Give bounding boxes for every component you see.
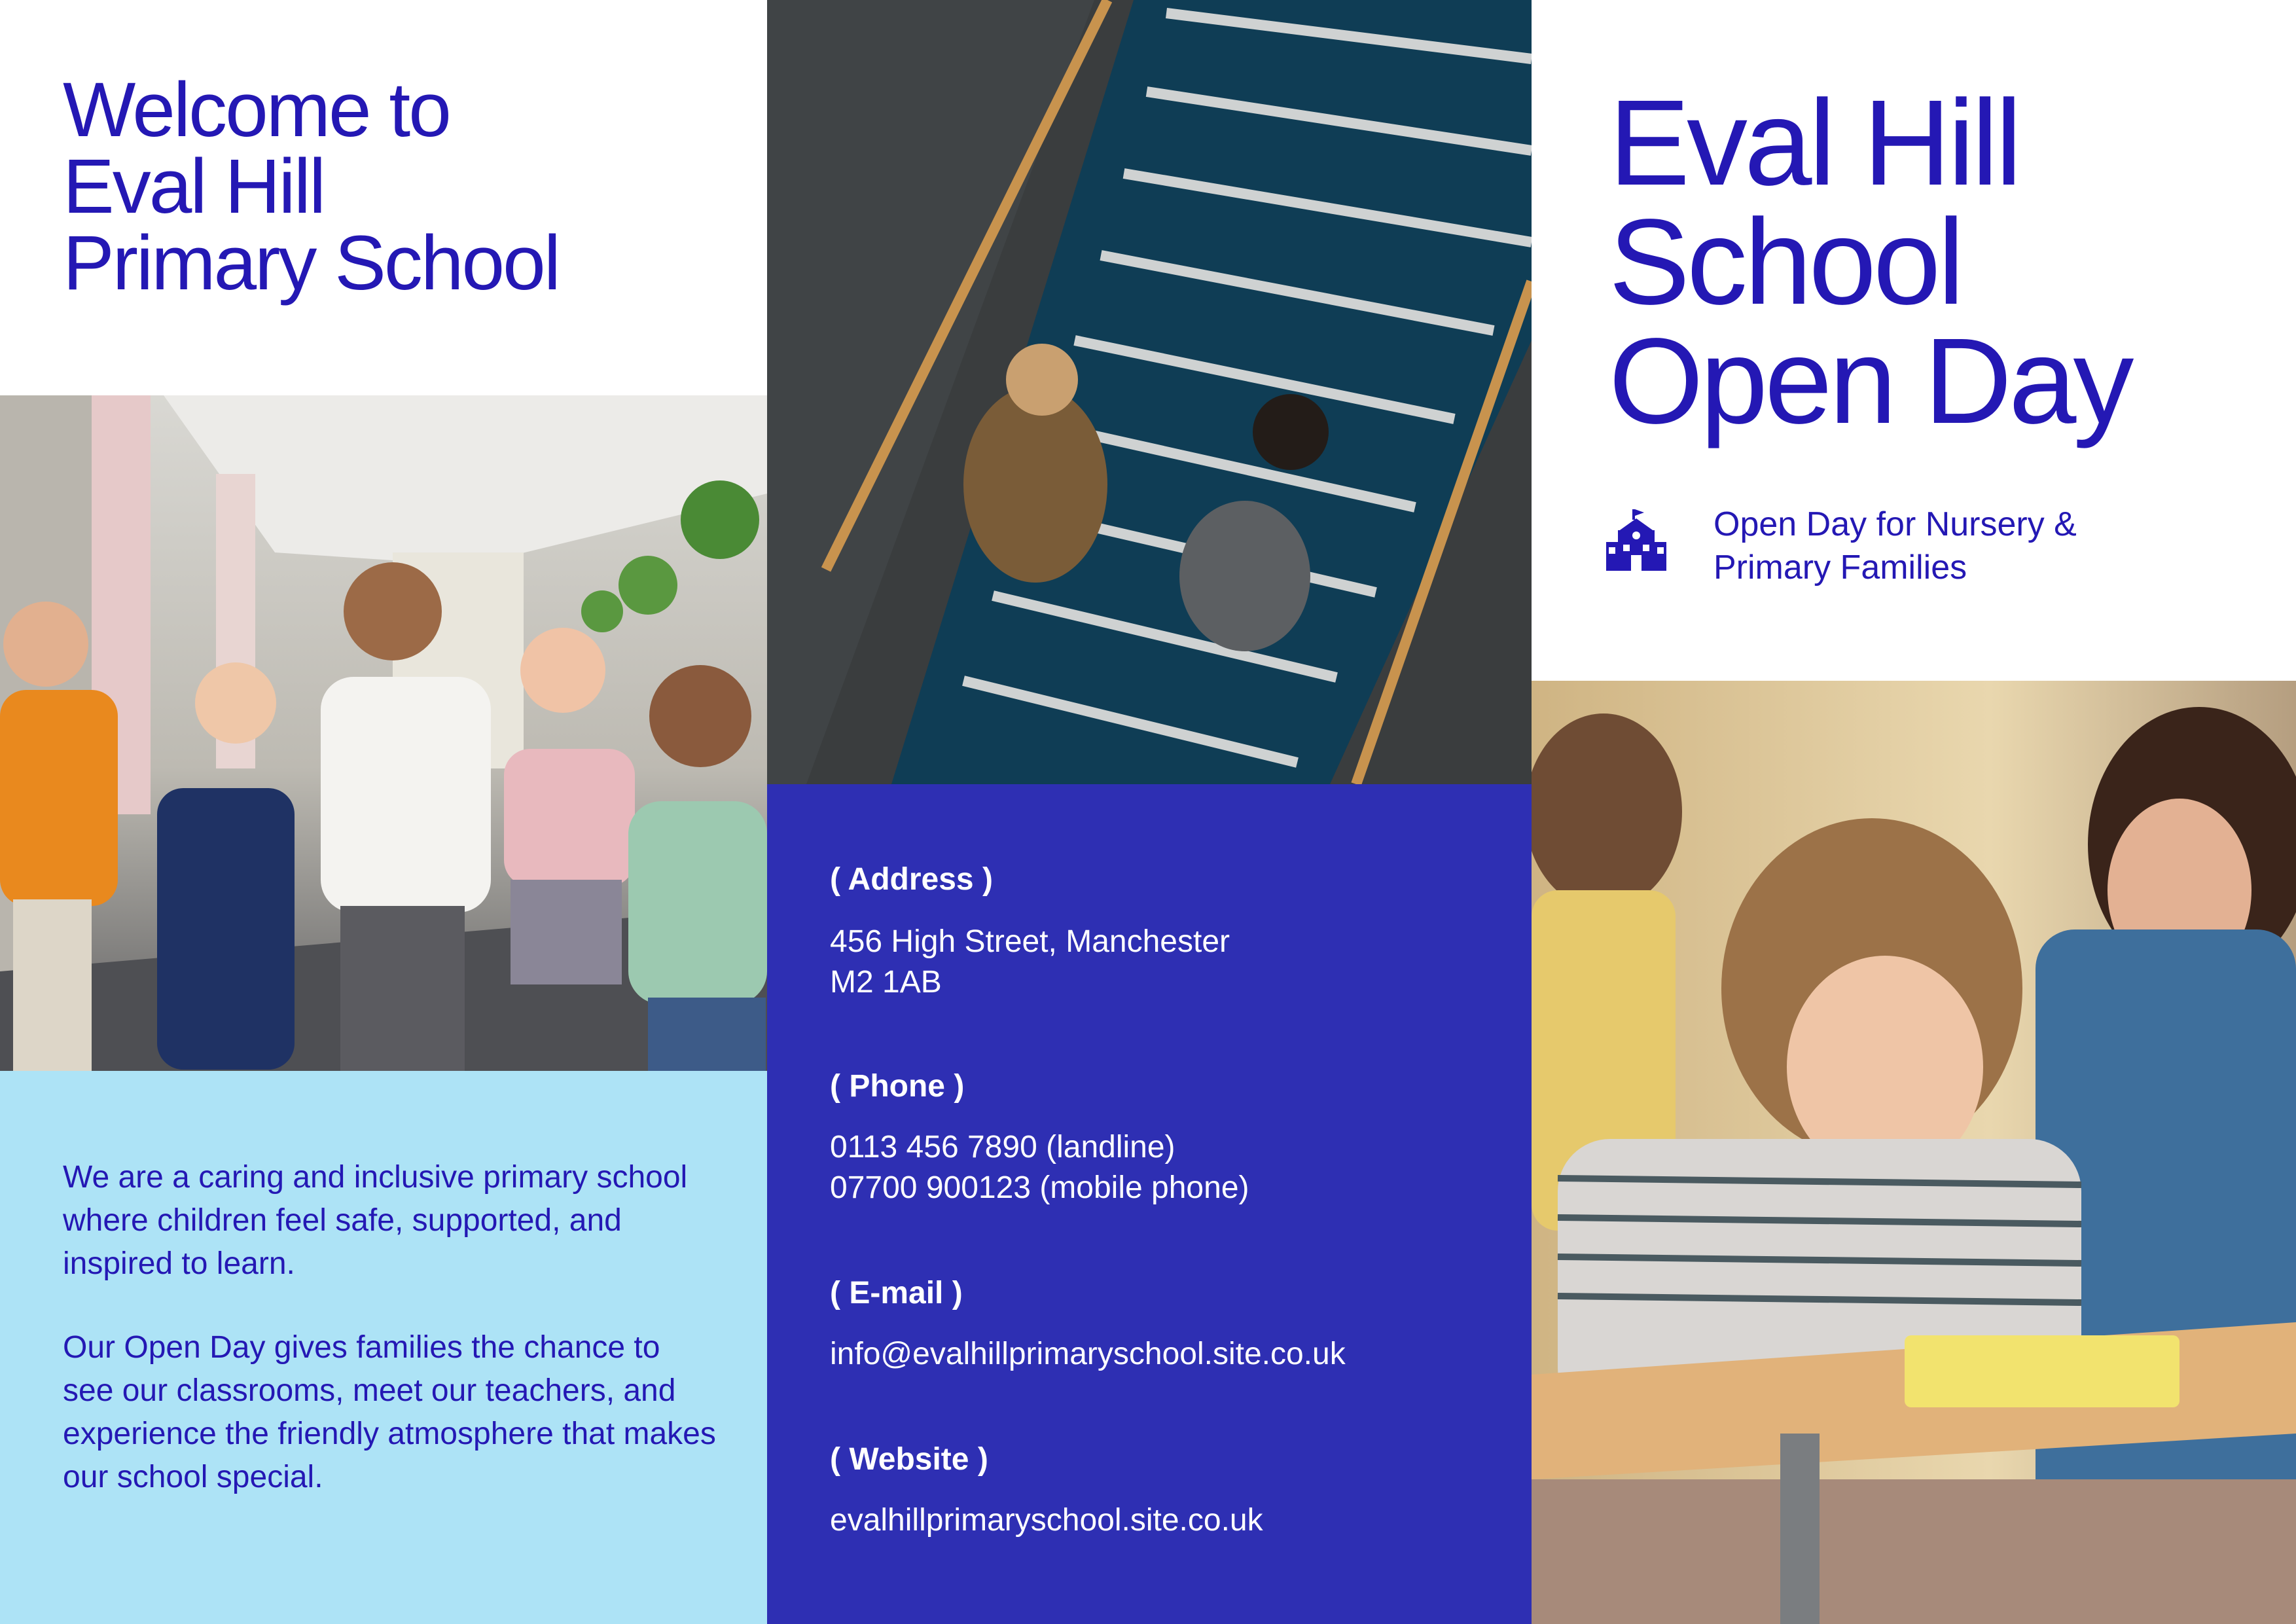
tagline-line: Primary Families (1713, 549, 1967, 586)
phone-line: 0113 456 7890 (landline) (830, 1130, 1175, 1164)
middle-panel (767, 0, 1532, 1624)
stairs-photo (767, 0, 1532, 784)
classroom-photo (1532, 681, 2296, 1624)
welcome-line: Primary School (63, 220, 560, 306)
open-day-title (1609, 75, 2131, 449)
welcome-heading (63, 67, 750, 306)
address-value (830, 922, 1511, 1003)
email-heading: ( E-mail ) (830, 1276, 963, 1310)
phone-line: 07700 900123 (mobile phone) (830, 1170, 1249, 1205)
phone-value (830, 1127, 1511, 1208)
school-building-icon (1606, 509, 1666, 572)
left-panel (0, 0, 767, 1624)
about-paragraph: We are a caring and inclusive primary school where children feel safe, supported, and inspired to learn. (63, 1160, 688, 1281)
title-line: Open Day (1609, 314, 2131, 449)
tagline (1713, 503, 2250, 589)
address-line: 456 High Street, Manchester (830, 924, 1230, 959)
about-paragraph: Our Open Day gives families the chance to see our classrooms, meet our teachers, and experience the friendly atmosphere that makes our school special. (63, 1330, 716, 1494)
email-value: info@evalhillprimaryschool.site.co.uk (830, 1337, 1346, 1371)
address-line: M2 1AB (830, 965, 942, 1000)
phone-heading: ( Phone ) (830, 1069, 965, 1104)
address-heading: ( Address ) (830, 862, 993, 897)
title-line: Eval Hill (1609, 75, 2019, 211)
corridor-photo (0, 395, 767, 1071)
right-panel (1532, 0, 2296, 1624)
tagline-line: Open Day for Nursery & (1713, 505, 2077, 543)
about-section (0, 1071, 767, 1624)
welcome-line: Welcome to (63, 67, 450, 153)
website-heading: ( Website ) (830, 1442, 988, 1477)
title-line: School (1609, 194, 1962, 330)
website-value: evalhillprimaryschool.site.co.uk (830, 1503, 1263, 1538)
welcome-line: Eval Hill (63, 143, 325, 230)
